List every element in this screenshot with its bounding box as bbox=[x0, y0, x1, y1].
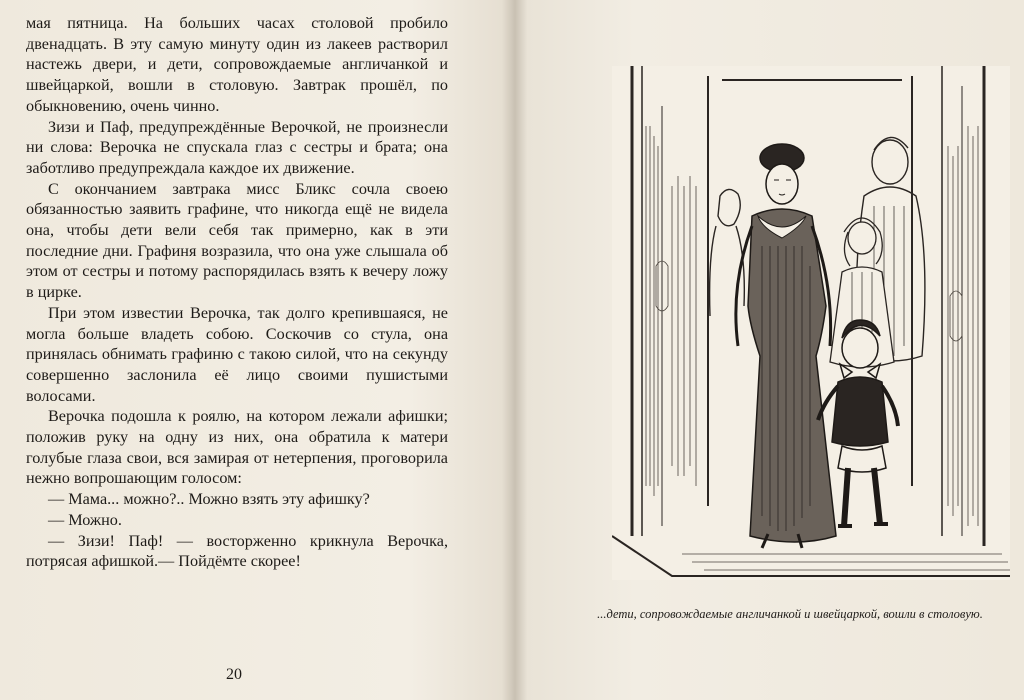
paragraph-2: Зизи и Паф, предупреждённые Верочкой, не произнесли ни слова: Верочка не спускала глаз с сестры и брата; она заботливо предупреждала каждое их движение. bbox=[26, 117, 448, 177]
page-number: 20 bbox=[226, 666, 242, 683]
dialogue-line-3: — Зизи! Паф! — восторженно крикнула Верочка, потрясая афишкой.— Пойдёмте скорее! bbox=[26, 531, 448, 571]
right-page bbox=[516, 0, 1024, 700]
illustration bbox=[612, 66, 1010, 580]
page-text bbox=[26, 13, 448, 572]
illustration-caption: ...дети, сопровождаемые англичанкой и швейцаркой, вошли в столовую. bbox=[597, 607, 983, 621]
paragraph-5: Верочка подошла к роялю, на котором лежали афишки; положив руку на одну из них, она обратила к матери голубые глаза свои, вся замирая от нетерпения, проговорила нежно вопрошающим голосом: bbox=[26, 407, 448, 488]
paragraph-1: мая пятница. На больших часах столовой пробило двенадцать. В эту самую минуту один из лакеев растворил настежь двери, и дети, сопровождаемые англичанкой и швейцаркой, вошли в столовую. Завтрак прошёл, по обыкновению, очень чинно. bbox=[26, 14, 448, 115]
paragraph-3: С окончанием завтрака мисс Бликс сочла своею обязанностью заявить графине, что никогда ещё не видела она, чтобы дети вели себя так примерно, как в эти последние дни. Графиня возразила, что она уже слышала об этом от сестры и потому распорядилась взять к вечеру ложу в цирке. bbox=[26, 179, 448, 302]
left-page bbox=[0, 0, 510, 700]
dialogue-line-2: — Можно. bbox=[48, 510, 122, 529]
dialogue-line-1: — Мама... можно?.. Можно взять эту афишку? bbox=[48, 490, 370, 509]
paragraph-4: При этом известии Верочка, так долго крепившаяся, не могла больше владеть собою. Соскочив со стула, она принялась обнимать графиню с такою силой, что на секунду совершенно заслонила её лицо своими пушистыми волосами. bbox=[26, 303, 448, 405]
